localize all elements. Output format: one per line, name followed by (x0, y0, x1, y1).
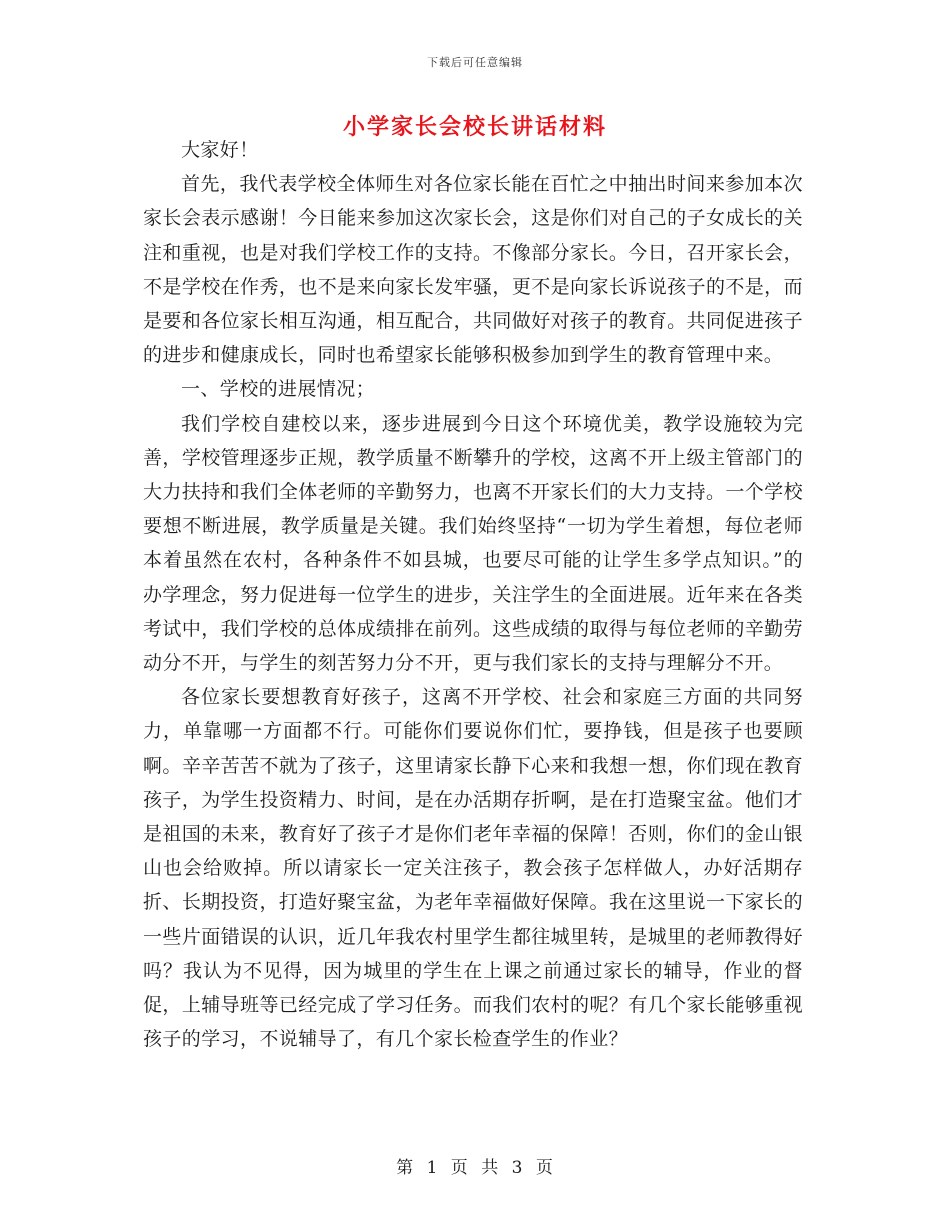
body-paragraph: 首先，我代表学校全体师生对各位家长能在百忙之中抽出时间来参加本次家长会表示感谢！今日能来参加这次家长会，这是你们对自己的子女成长的关注和重视，也是对我们学校工作的支持。不像部分家长。今日，召开家长会，不是学校在作秀，也不是来向家长发牢骚，更不是向家长诉说孩子的不是，而是要和各位家长相互沟通，相互配合，共同做好对孩子的教育。共同促进孩子的进步和健康成长，同时也希望家长能够积极参加到学生的教育管理中来。 (143, 173, 803, 367)
header-note: 下载后可任意编辑 (427, 56, 523, 69)
greeting-paragraph: 大家好！ (181, 139, 259, 161)
body-paragraph: 各位家长要想教育好孩子，这离不开学校、社会和家庭三方面的共同努力，单靠哪一方面都不行。可能你们要说你们忙，要挣钱，但是孩子也要顾啊。辛辛苦苦不就为了孩子，这里请家长静下心来和我想一想，你们现在教育孩子，为学生投资精力、时间，是在办活期存折啊，是在打造聚宝盆。他们才是祖国的未来，教育好了孩子才是你们老年幸福的保障！否则，你们的金山银山也会给败掉。所以请家长一定关注孩子，教会孩子怎样做人，办好活期存折、长期投资，打造好聚宝盆，为老年幸福做好保障。我在这里说一下家长的一些片面错误的认识，近几年我农村里学生都往城里转，是城里的老师教得好吗？我认为不见得，因为城里的学生在上课之前通过家长的辅导，作业的督促，上辅导班等已经完成了学习任务。而我们农村的呢？有几个家长能够重视孩子的学习，不说辅导了，有几个家长检查学生的作业？ (143, 686, 803, 1051)
body-paragraph: 我们学校自建校以来，逐步进展到今日这个环境优美，教学设施较为完善，学校管理逐步正规，教学质量不断攀升的学校，这离不开上级主管部门的大力扶持和我们全体老师的辛勤努力，也离不开家长们的大力支持。一个学校要想不断进展，教学质量是关键。我们始终坚持“一切为学生着想，每位老师本着虽然在农村，各种条件不如县城，也要尽可能的让学生多学点知识。”的办学理念，努力促进每一位学生的进步，关注学生的全面进展。近年来在各类考试中，我们学校的总体成绩排在前列。这些成绩的取得与每位老师的辛勤劳动分不开，与学生的刻苦努力分不开，更与我们家长的支持与理解分不开。 (143, 412, 803, 675)
total-page-number: 3 (511, 1158, 524, 1178)
section-heading: 一、学校的进展情况； (181, 378, 376, 401)
footer-total-word: 共 (481, 1158, 500, 1178)
footer-page-word: 页 (450, 1158, 469, 1178)
footer-suffix: 页 (535, 1158, 554, 1178)
document-title: 小学家长会校长讲话材料 (342, 114, 607, 140)
footer-prefix: 第 (396, 1158, 415, 1178)
page-footer (0, 1153, 950, 1178)
current-page-number: 1 (426, 1158, 439, 1178)
document-body (143, 133, 803, 1056)
